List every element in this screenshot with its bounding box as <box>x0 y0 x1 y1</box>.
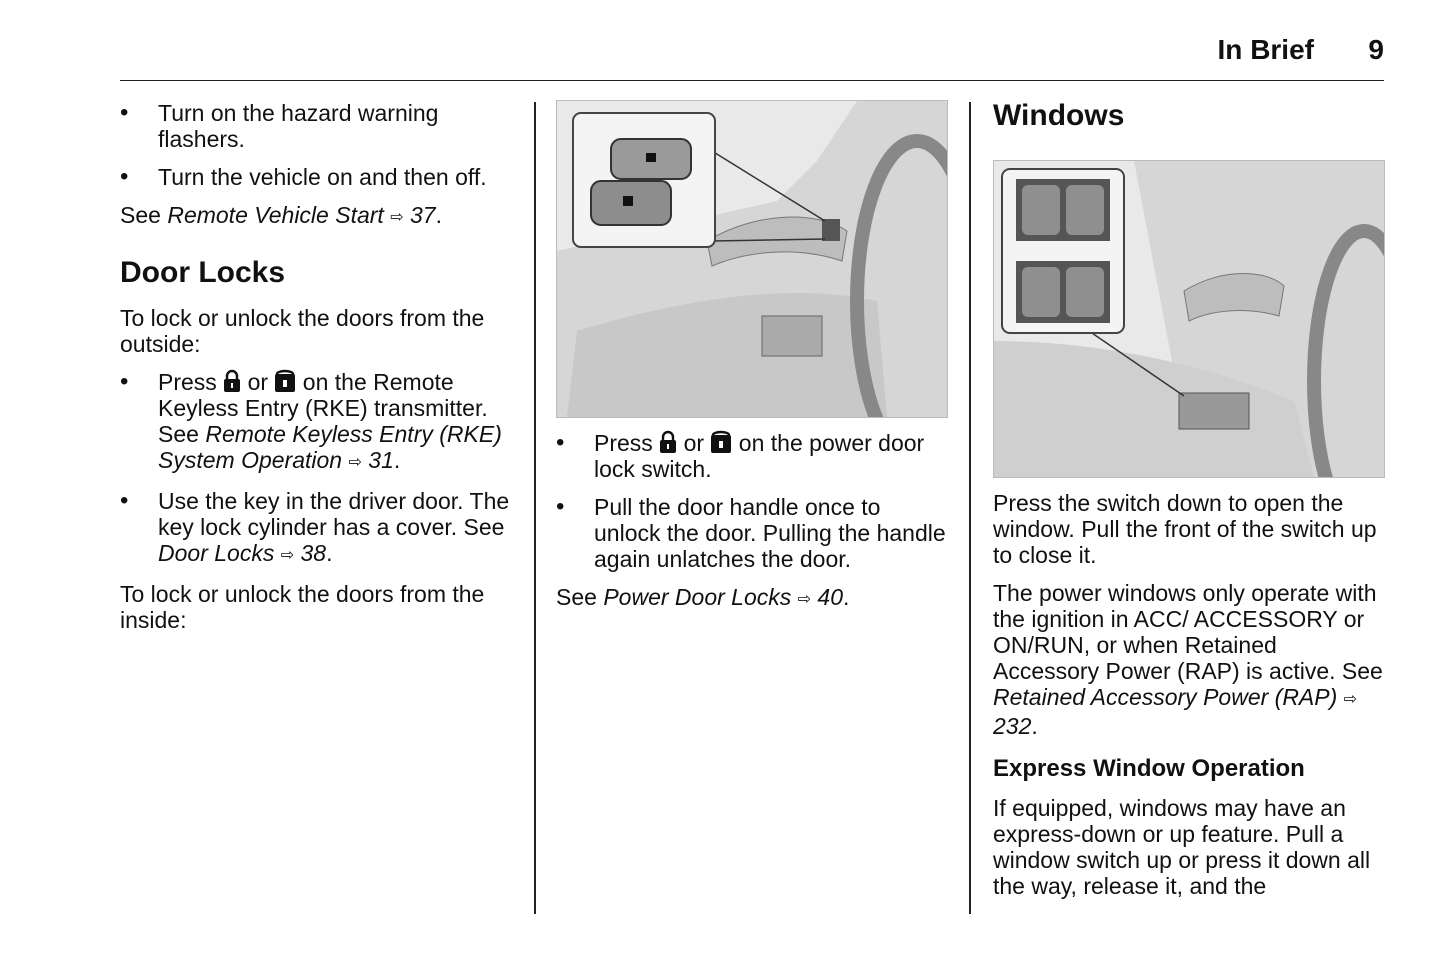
bullet-key: • Use the key in the driver door. The key lock cylinder has a cover. See Door Locks ⇨ 38. <box>120 488 515 569</box>
page-number: 9 <box>1368 34 1384 65</box>
bullet-lock-switch: • Press or on the power door lock switch. <box>556 430 948 482</box>
lock-icon <box>223 369 241 393</box>
window-switch-illustration <box>993 160 1385 478</box>
page-header <box>120 28 1384 81</box>
column-2 <box>556 100 948 625</box>
bullet-hazard: • Turn on the hazard warning flashers. <box>120 100 515 152</box>
page-arrow-icon: ⇨ <box>390 209 404 226</box>
windows-heading: Windows <box>993 99 1125 132</box>
intro-inside: To lock or unlock the doors from the inside: <box>120 581 485 633</box>
column-3 <box>993 100 1385 911</box>
intro-outside: To lock or unlock the doors from the outside: <box>120 305 485 357</box>
ref-link[interactable]: Retained Accessory Power (RAP) ⇨ 232 <box>993 684 1358 739</box>
unlock-icon <box>710 430 732 454</box>
see-power-door-locks: See Power Door Locks ⇨ 40. <box>556 584 850 610</box>
bullet-door-handle: • Pull the door handle once to unlock the door. Pulling the handle again unlatches the door. <box>556 494 948 572</box>
unlock-icon <box>274 369 296 393</box>
page-arrow-icon: ⇨ <box>1343 691 1358 708</box>
windows-p3: If equipped, windows may have an express-down or up feature. Pull a window switch up or press it down all the way, release it, and the <box>993 795 1371 899</box>
express-window-heading: Express Window Operation <box>993 755 1305 782</box>
windows-p2: The power windows only operate with the ignition in ACC/ ACCESSORY or ON/RUN, or when Retained Accessory Power (RAP) is active. See Retained Accessory Power (RAP) ⇨ 232. <box>993 580 1383 739</box>
lock-icon <box>659 430 677 454</box>
section-title: In Brief <box>1217 34 1314 65</box>
column-1 <box>120 100 515 645</box>
door-locks-heading: Door Locks <box>120 256 286 289</box>
bullet-rke: • Press or on the Remote Keyless Entry (RKE) transmitter. See Remote Keyless Entry (RKE) System Operation ⇨ 31. <box>120 369 515 476</box>
windows-p1: Press the switch down to open the window. Pull the front of the switch up to close it. <box>993 490 1377 568</box>
column-divider-1 <box>534 102 536 914</box>
door-lock-switch-illustration <box>556 100 948 418</box>
ref-link[interactable]: Remote Vehicle Start ⇨ 37 <box>167 202 436 228</box>
ref-link[interactable]: Remote Keyless Entry (RKE) System Operation ⇨ 31 <box>158 421 502 473</box>
page-arrow-icon: ⇨ <box>348 454 362 471</box>
see-remote-start: See Remote Vehicle Start ⇨ 37. <box>120 202 442 228</box>
ref-link[interactable]: Door Locks ⇨ 38 <box>158 540 327 566</box>
bullet-vehicle-on-off: • Turn the vehicle on and then off. <box>120 164 515 190</box>
page-arrow-icon: ⇨ <box>797 591 812 608</box>
column-divider-2 <box>969 102 971 914</box>
page-arrow-icon: ⇨ <box>280 547 295 564</box>
ref-link[interactable]: Power Door Locks ⇨ 40 <box>603 584 844 610</box>
